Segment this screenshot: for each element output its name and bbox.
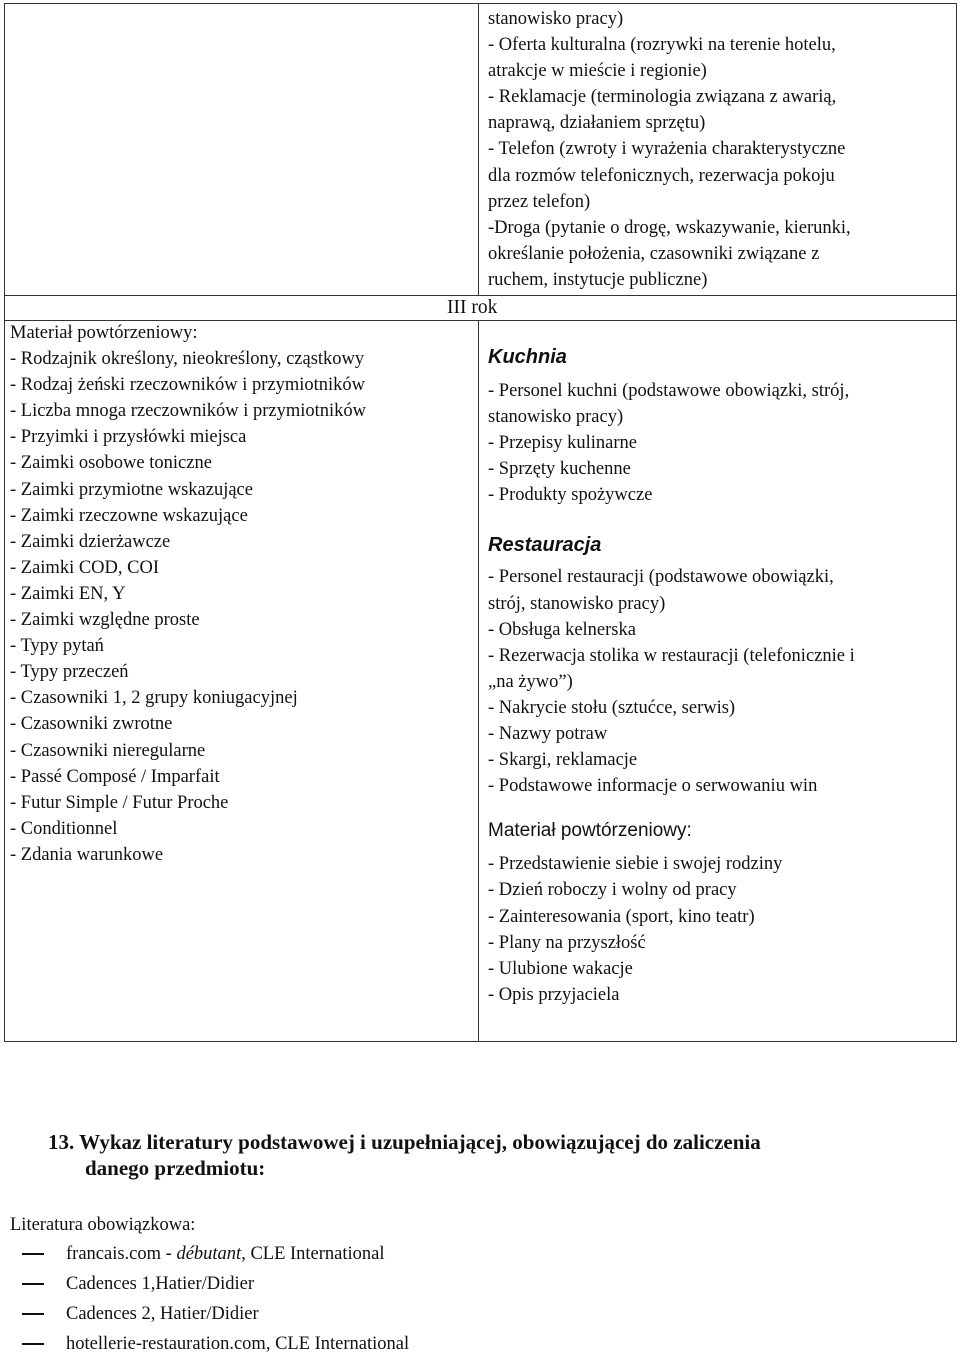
restauracja-items <box>488 564 948 799</box>
section-number: 13. <box>48 1130 75 1154</box>
list-item: - Zaimki przymiotne wskazujące <box>10 479 253 500</box>
list-item: - Rodzajnik określony, nieokreślony, cząstkowy <box>10 349 365 370</box>
literature-list <box>10 1239 409 1359</box>
section-title-line2: danego przedmiotu: <box>85 1156 266 1180</box>
list-item: - Zainteresowania (sport, kino teatr) <box>488 906 755 927</box>
list-item: przez telefon) <box>488 191 591 212</box>
list-item: - Nazwy potraw <box>488 724 608 745</box>
list-item: stanowisko pracy) <box>488 9 624 29</box>
list-item: - Czasowniki zwrotne <box>10 714 173 735</box>
review-items <box>488 851 948 1008</box>
list-item: - Futur Simple / Futur Proche <box>10 792 229 813</box>
list-item: - Zaimki COD, COI <box>10 557 160 578</box>
kuchnia-title: Kuchnia <box>488 346 567 368</box>
literature-item-text: Cadences 2, Hatier/Didier <box>66 1303 259 1324</box>
list-item: - Typy pytań <box>10 636 104 657</box>
list-item: - Personel restauracji (podstawowe obowiązki, <box>488 567 834 588</box>
list-item: - Conditionnel <box>10 818 118 839</box>
list-item: - Czasowniki 1, 2 grupy koniugacyjnej <box>10 688 298 709</box>
left-column <box>10 320 366 868</box>
list-item: - Przyimki i przysłówki miejsca <box>10 427 247 448</box>
list-item: - Produkty spożywcze <box>488 485 653 506</box>
list-item: - Podstawowe informacje o serwowaniu win <box>488 776 818 797</box>
list-item: - Obsługa kelnerska <box>488 619 636 640</box>
list-item: - Opis przyjaciela <box>488 984 620 1005</box>
list-item: - Liczba mnoga rzeczowników i przymiotników <box>10 401 367 422</box>
list-item: - Telefon (zwroty i wyrażenia charakterystyczne <box>488 139 846 160</box>
list-item: - Typy przeczeń <box>10 662 129 683</box>
list-item: naprawą, działaniem sprzętu) <box>488 113 706 134</box>
list-item: - Oferta kulturalna (rozrywki na terenie hotelu, <box>488 35 836 56</box>
list-item: - Plany na przyszłość <box>488 932 646 953</box>
literature-item-text: Cadences 1,Hatier/Didier <box>66 1273 255 1294</box>
table-border-top <box>4 3 957 4</box>
list-item: strój, stanowisko pracy) <box>488 593 666 614</box>
list-item: - Ulubione wakacje <box>488 958 633 979</box>
list-item: - Przedstawienie siebie i swojej rodziny <box>488 854 783 875</box>
table-divider-upper <box>478 3 479 295</box>
list-item: - Zaimki osobowe toniczne <box>10 453 212 474</box>
table-border-bottom <box>4 1041 957 1042</box>
list-item: - Zaimki względne proste <box>10 610 200 631</box>
list-item: - Personel kuchni (podstawowe obowiązki, strój, <box>488 381 850 401</box>
top-right-continued-list <box>488 6 851 293</box>
list-item: - Reklamacje (terminologia związana z awarią, <box>488 87 837 108</box>
literature-label: Literatura obowiązkowa: <box>10 1215 196 1235</box>
restauracja-title: Restauracja <box>488 534 602 557</box>
list-item: określanie położenia, czasowniki związane z <box>488 243 820 264</box>
left-column-title: Materiał powtórzeniowy: <box>10 323 198 343</box>
list-item: - Rezerwacja stolika w restauracji (telefonicznie i <box>488 645 855 666</box>
list-item: - Zaimki EN, Y <box>10 583 126 604</box>
literature-item-text: hotellerie-restauration.com, CLE International <box>66 1333 410 1354</box>
dash-bullet-icon <box>22 1343 44 1345</box>
kuchnia-items <box>488 378 948 508</box>
list-item: - Sprzęty kuchenne <box>488 459 631 480</box>
year-header: III rok <box>447 297 498 318</box>
dash-bullet-icon <box>22 1253 44 1255</box>
literature-item <box>10 1329 409 1359</box>
list-item: - Przepisy kulinarne <box>488 433 637 454</box>
literature-item <box>10 1239 409 1269</box>
list-item: stanowisko pracy) <box>488 407 624 428</box>
literature-item-text: francais.com - débutant, CLE International <box>66 1243 385 1264</box>
section-13-heading <box>48 1129 761 1181</box>
dash-bullet-icon <box>22 1313 44 1315</box>
right-column <box>488 320 948 1008</box>
list-item: - Czasowniki nieregularne <box>10 740 206 761</box>
list-item: „na żywo”) <box>488 671 573 692</box>
list-item: - Zaimki dzierżawcze <box>10 531 171 552</box>
list-item: ruchem, instytucje publiczne) <box>488 269 708 290</box>
list-item: - Skargi, reklamacje <box>488 750 638 771</box>
list-item: - Zdania warunkowe <box>10 844 164 865</box>
list-item: - Passé Composé / Imparfait <box>10 766 220 787</box>
section-title-line1: Wykaz literatury podstawowej i uzupełniającej, obowiązującej do zaliczenia <box>79 1130 761 1154</box>
literature-item <box>10 1269 409 1299</box>
list-item: atrakcje w mieście i regionie) <box>488 61 707 82</box>
list-item: - Zaimki rzeczowne wskazujące <box>10 505 248 526</box>
left-column-items <box>10 346 366 868</box>
list-item: -Droga (pytanie o drogę, wskazywanie, kierunki, <box>488 217 851 238</box>
list-item: dla rozmów telefonicznych, rezerwacja pokoju <box>488 165 835 186</box>
table-border-right <box>956 3 957 1042</box>
table-divider-lower <box>478 320 479 1042</box>
literature-item <box>10 1299 409 1329</box>
list-item: - Nakrycie stołu (sztućce, serwis) <box>488 697 736 718</box>
review-title: Materiał powtórzeniowy: <box>488 820 692 842</box>
dash-bullet-icon <box>22 1283 44 1285</box>
list-item: - Dzień roboczy i wolny od pracy <box>488 880 737 901</box>
list-item: - Rodzaj żeński rzeczowników i przymiotników <box>10 375 365 396</box>
table-border-left <box>4 3 5 1042</box>
